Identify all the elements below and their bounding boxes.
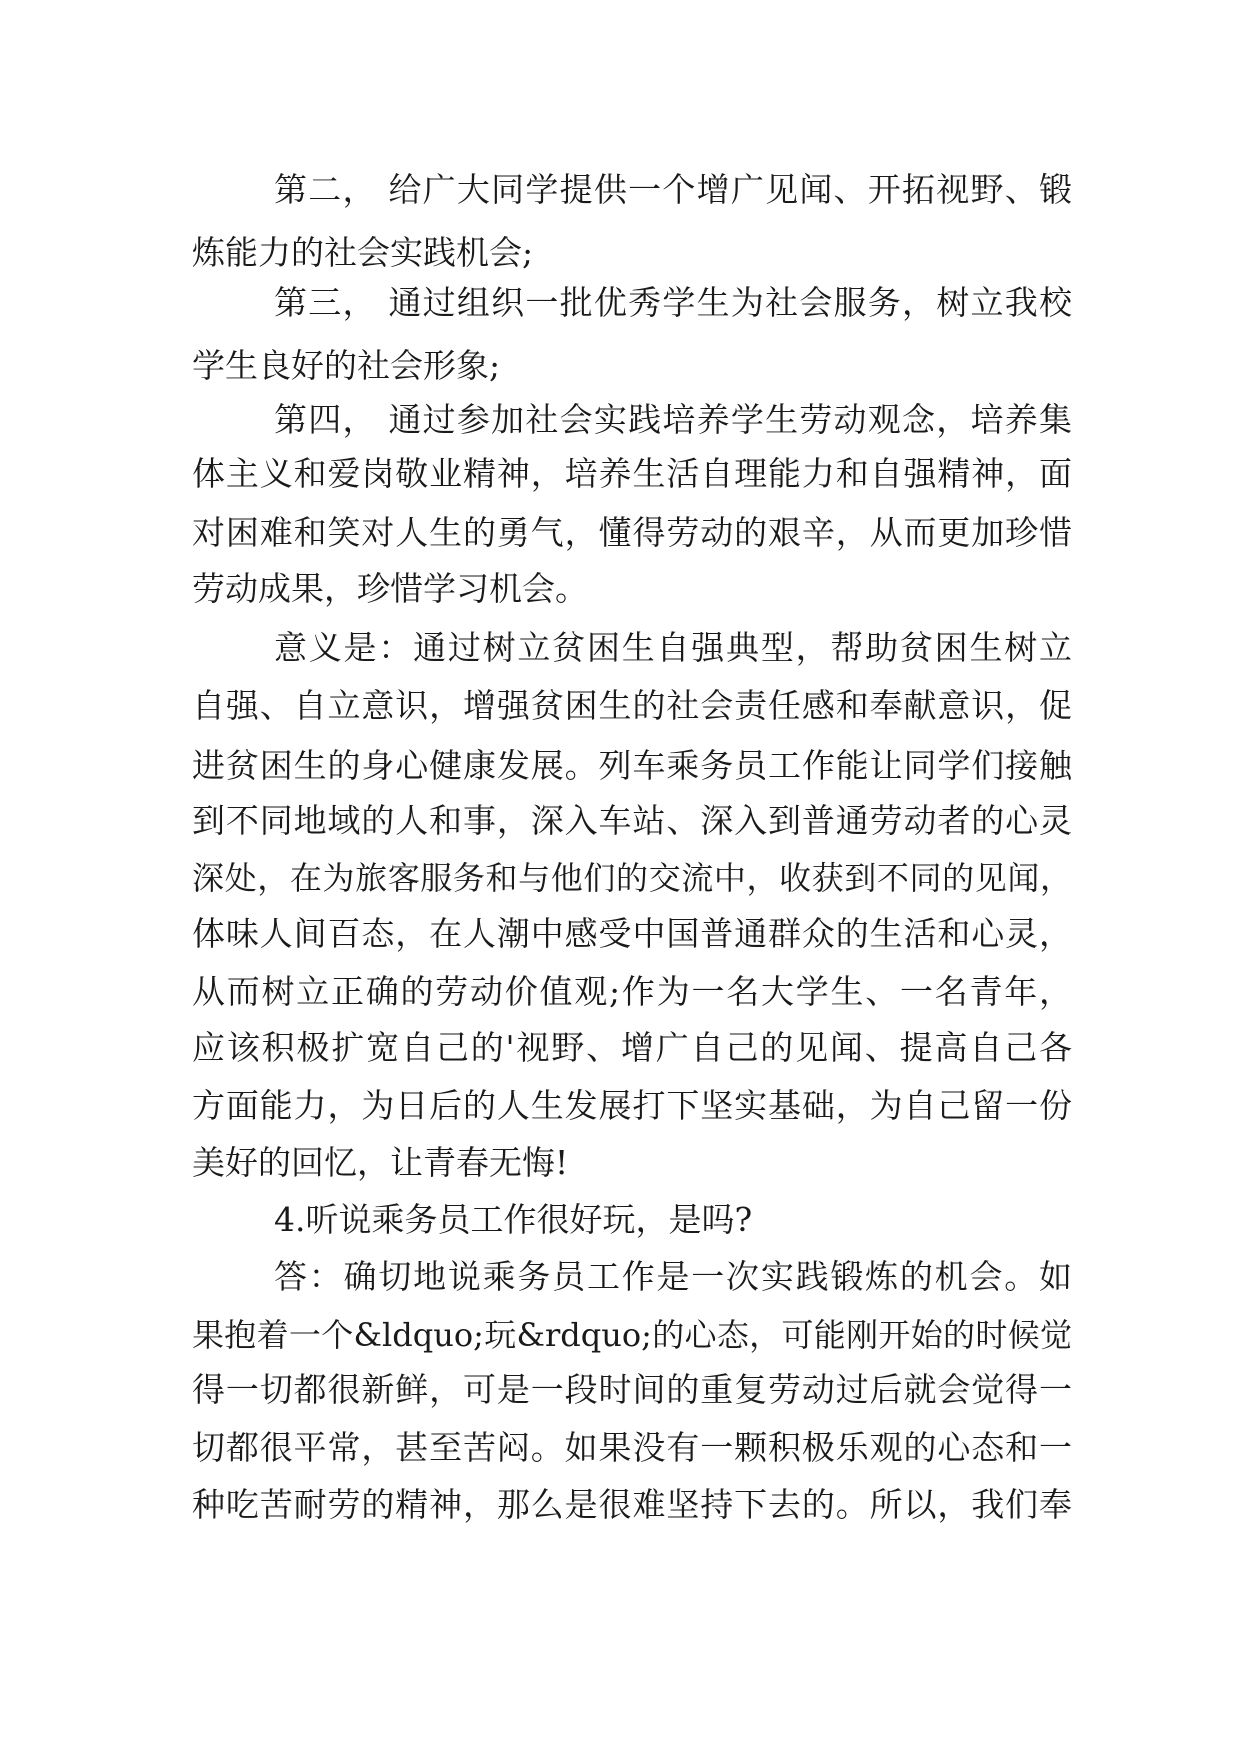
text-line: 进贫困生的身心健康发展。列车乘务员工作能让同学们接触	[192, 746, 1072, 785]
text-line: 到不同地域的人和事，深入车站、深入到普通劳动者的心灵	[192, 801, 1072, 840]
question-heading: 4.听说乘务员工作很好玩，是吗?	[274, 1200, 753, 1239]
text-line: 第三， 通过组织一批优秀学生为社会服务，树立我校	[274, 283, 1072, 322]
text-line: 体主义和爱岗敬业精神，培养生活自理能力和自强精神，面	[192, 454, 1072, 493]
text-line: 果抱着一个&ldquo;玩&rdquo;的心态，可能刚开始的时候觉	[192, 1316, 1072, 1354]
text-line: 体味人间百态，在人潮中感受中国普通群众的生活和心灵，	[192, 914, 1072, 953]
text-line: 学生良好的社会形象;	[192, 346, 501, 385]
text-line: 深处，在为旅客服务和与他们的交流中，收获到不同的见闻，	[192, 859, 1072, 897]
text-line: 炼能力的社会实践机会;	[192, 233, 534, 272]
text-line: 切都很平常，甚至苦闷。如果没有一颗积极乐观的心态和一	[192, 1428, 1072, 1467]
text-line: 从而树立正确的劳动价值观;作为一名大学生、一名青年，	[192, 972, 1072, 1011]
text-line: 得一切都很新鲜，可是一段时间的重复劳动过后就会觉得一	[192, 1370, 1072, 1409]
text-line: 劳动成果，珍惜学习机会。	[192, 569, 588, 608]
text-line: 第四， 通过参加社会实践培养学生劳动观念，培养集	[274, 400, 1072, 439]
text-line: 种吃苦耐劳的精神，那么是很难坚持下去的。所以，我们奉	[192, 1485, 1072, 1524]
text-line: 应该积极扩宽自己的'视野、增广自己的见闻、提高自己各	[192, 1028, 1072, 1067]
text-line: 意义是：通过树立贫困生自强典型，帮助贫困生树立	[274, 628, 1072, 667]
text-line: 自强、自立意识，增强贫困生的社会责任感和奉献意识，促	[192, 686, 1072, 725]
text-line: 对困难和笑对人生的勇气，懂得劳动的艰辛，从而更加珍惜	[192, 513, 1072, 552]
text-line: 方面能力，为日后的人生发展打下坚实基础，为自己留一份	[192, 1086, 1072, 1125]
text-line: 美好的回忆，让青春无悔!	[192, 1143, 569, 1182]
text-line: 第二， 给广大同学提供一个增广见闻、开拓视野、锻	[274, 170, 1072, 209]
text-line: 答：确切地说乘务员工作是一次实践锻炼的机会。如	[274, 1257, 1072, 1296]
